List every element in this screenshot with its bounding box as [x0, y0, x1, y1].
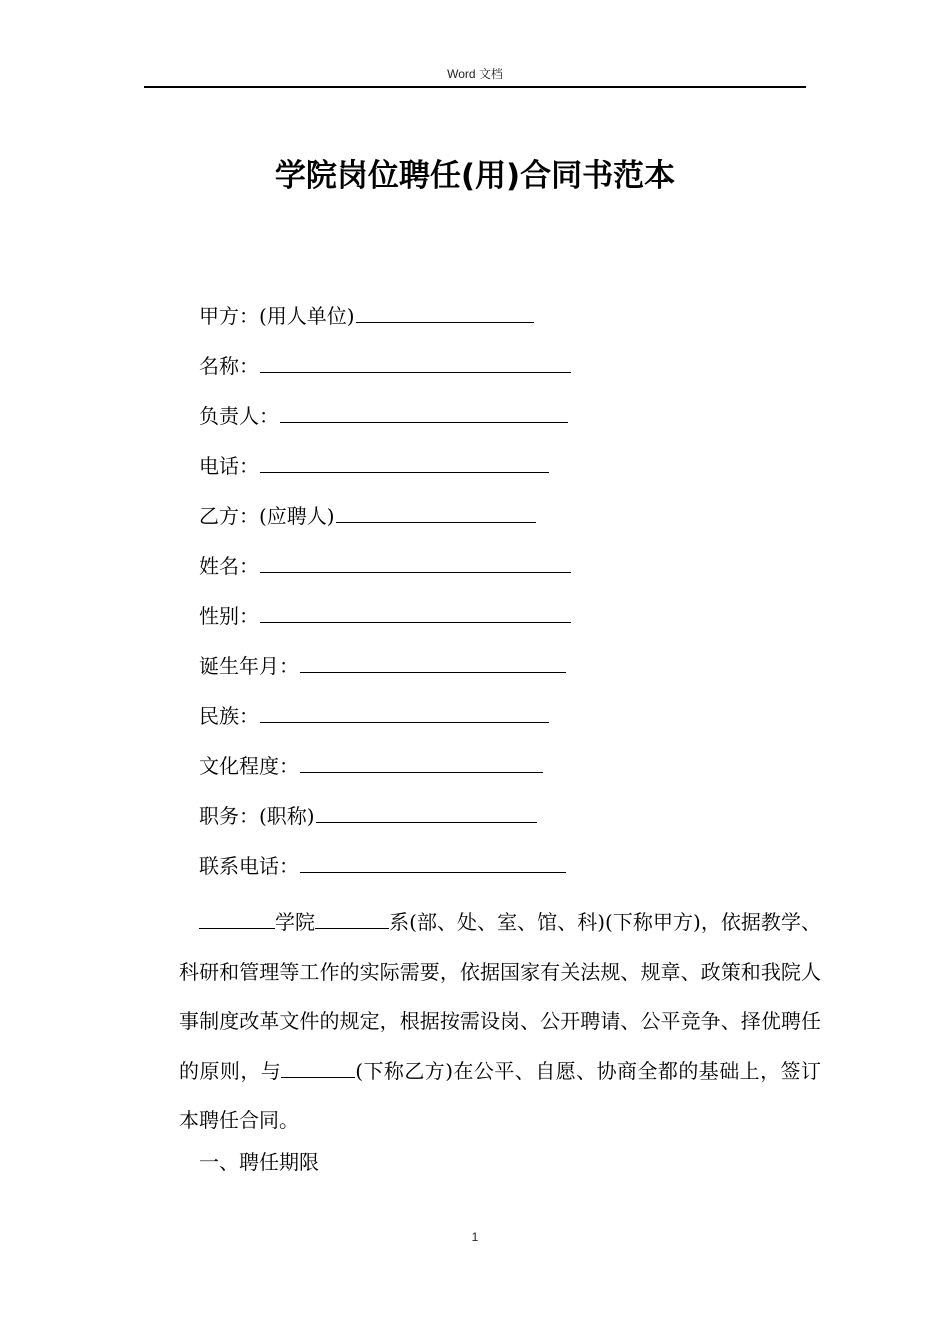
field-label: 文化程度： [199, 754, 299, 778]
field-label: 联系电话： [199, 854, 299, 878]
field-label: 姓名： [199, 554, 259, 578]
fill-in-line [300, 850, 566, 873]
field-ethnicity [199, 700, 819, 750]
field-label: 职务：(职称) [199, 804, 315, 828]
field-party-a [199, 300, 819, 350]
field-label: 乙方：(应聘人) [199, 504, 335, 528]
field-label: 诞生年月： [199, 654, 299, 678]
paragraph-text-3: (下称乙方)在公平、自愿、协商全都的基础上，签订本聘任合同。 [179, 1058, 822, 1133]
fill-in-line [260, 450, 549, 473]
page-number: 1 [471, 1230, 479, 1244]
fill-in-line [260, 600, 571, 623]
fill-in-blank [281, 1055, 355, 1078]
field-contact-phone [199, 850, 819, 900]
fill-in-blank [315, 906, 389, 929]
field-party-b [199, 500, 819, 550]
field-responsible-person [199, 400, 819, 450]
page-header: Word 文档 [447, 67, 503, 81]
field-name [199, 350, 819, 400]
field-label: 民族： [199, 704, 259, 728]
paragraph-text-2: 系(部、处、室、馆、科)(下称甲方)，依据教学、科研和管理等工作的实际需要，依据国家有关法规、规章、政策和我院人事制度改革文件的规定，根据按需设岗、公开聘请、公平竞争、择优聘任的原则，与 [179, 910, 821, 1083]
paragraph-text-1: 学院 [275, 910, 316, 934]
field-phone [199, 450, 819, 500]
section-heading: 一、聘任期限 [199, 1150, 319, 1174]
fill-in-line [316, 800, 537, 823]
contract-preamble [179, 898, 821, 1146]
fill-in-line [336, 500, 536, 523]
field-education [199, 750, 819, 800]
fill-in-line [280, 400, 568, 423]
field-gender [199, 600, 819, 650]
fill-in-line [300, 650, 566, 673]
field-label: 甲方：(用人单位) [199, 304, 355, 328]
field-birth-date [199, 650, 819, 700]
fill-in-line [260, 350, 571, 373]
fill-in-blank [199, 906, 275, 929]
party-info-fields [199, 300, 819, 900]
field-position [199, 800, 819, 850]
fill-in-line [356, 300, 534, 323]
preamble-paragraph [179, 898, 821, 1146]
field-label: 名称： [199, 354, 259, 378]
fill-in-line [260, 550, 571, 573]
fill-in-line [260, 700, 549, 723]
header-rule [144, 86, 806, 88]
field-label: 电话： [199, 454, 259, 478]
field-label: 负责人： [199, 404, 279, 428]
field-full-name [199, 550, 819, 600]
document-title: 学院岗位聘任(用)合同书范本 [274, 158, 676, 194]
field-label: 性别： [199, 604, 259, 628]
fill-in-line [300, 750, 543, 773]
